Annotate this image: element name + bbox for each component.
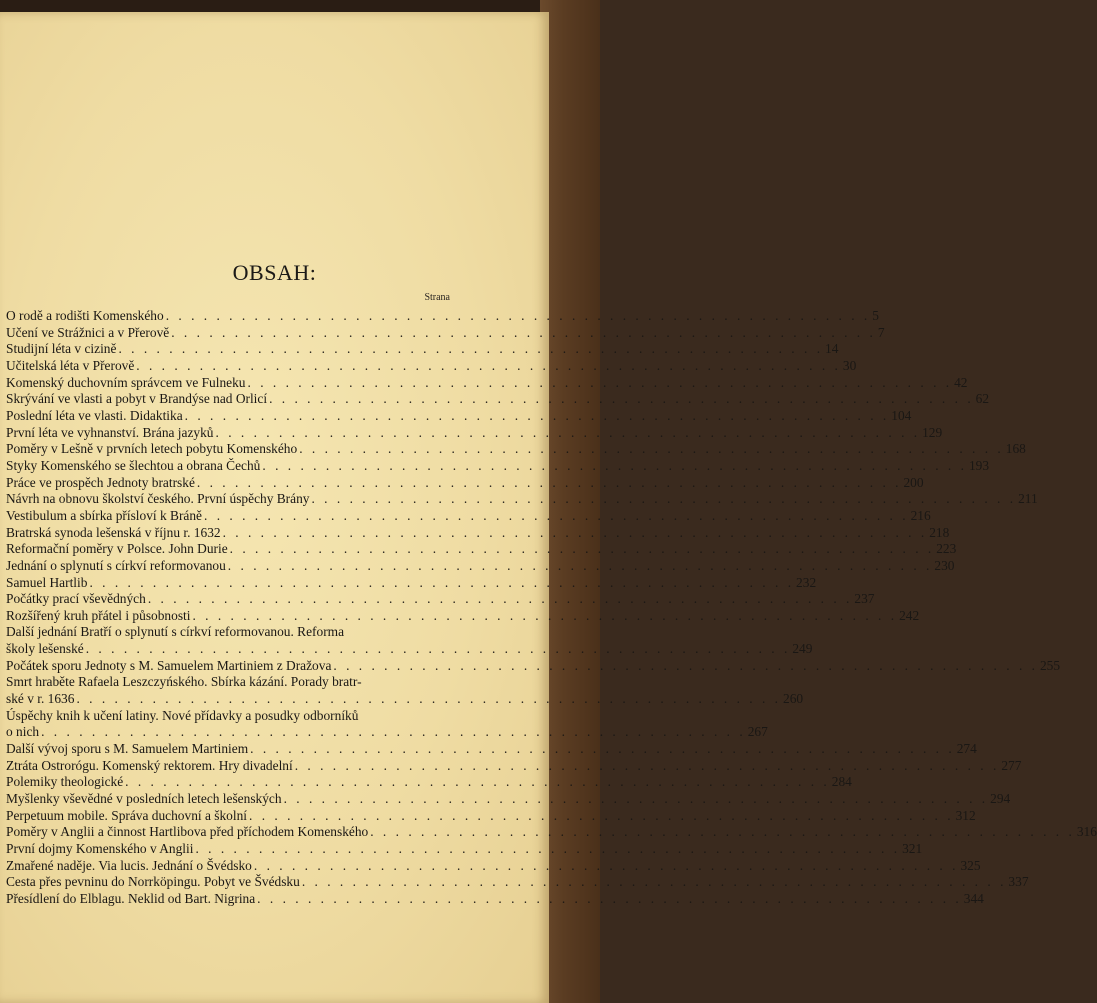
toc-entry-title: Poměry v Lešně v prvních letech pobytu Komenského <box>6 441 298 457</box>
dot-leader: . . . . . . . . . . . . . . . . . . . . . . . . . . . . . . . . . . . . . . . . . . . . . . . . . . . . . . . . <box>370 824 1075 840</box>
toc-row <box>6 791 1011 808</box>
toc-page-number: 7 <box>877 324 885 340</box>
toc-page-number: 168 <box>1005 441 1026 457</box>
toc-page-number: 62 <box>975 391 990 407</box>
toc-row <box>6 607 920 625</box>
toc-page-number: 223 <box>936 541 957 557</box>
toc-row <box>6 324 885 342</box>
toc-entry-title: Perpetuum mobile. Správa duchovní a školní <box>6 807 247 823</box>
dot-leader: . . . . . . . . . . . . . . . . . . . . . . . . . . . . . . . . . . . . . . . . . . . . . . . . . . . . . . . . <box>171 324 876 340</box>
toc-row <box>6 574 817 592</box>
toc-row <box>6 407 912 425</box>
toc-page-number: 255 <box>1039 657 1061 673</box>
book-page <box>0 12 1097 1003</box>
toc-page-number: 242 <box>899 607 920 623</box>
dot-leader: . . . . . . . . . . . . . . . . . . . . . . . . . . . . . . . . . . . . . . . . . . . . . . . . . . . . . . . . <box>333 657 1038 673</box>
toc-page-number: 325 <box>960 857 981 873</box>
toc-entry-title: O rodě a rodišti Komenského <box>6 308 164 323</box>
toc-page-number: 5 <box>872 308 879 323</box>
toc-page-number: 321 <box>902 841 923 856</box>
toc-entry <box>6 807 976 825</box>
toc-page-number: 277 <box>1001 757 1022 773</box>
toc-entry-title-line: Smrt hraběte Rafaela Leszczyńského. Sbírka kázání. Porady bratr- <box>6 674 362 690</box>
toc-page-number: 274 <box>956 741 977 757</box>
dot-leader: . . . . . . . . . . . . . . . . . . . . . . . . . . . . . . . . . . . . . . . . . . . . . . . . . . . . . . . . <box>196 474 902 490</box>
toc-entry <box>6 524 950 542</box>
dot-leader: . . . . . . . . . . . . . . . . . . . . . . . . . . . . . . . . . . . . . . . . . . . . . . . . . . . . . . . . <box>147 591 853 607</box>
dot-leader: . . . . . . . . . . . . . . . . . . . . . . . . . . . . . . . . . . . . . . . . . . . . . . . . . . . . . . . . <box>222 524 928 540</box>
toc-entry <box>6 791 1011 808</box>
toc-entry-title: Počátek sporu Jednoty s M. Samuelem Martiniem z Dražova <box>6 657 332 673</box>
toc-entry-title: Vestibulum a sbírka přísloví k Bráně <box>6 507 202 523</box>
toc-entry <box>6 607 920 625</box>
dot-leader: . . . . . . . . . . . . . . . . . . . . . . . . . . . . . . . . . . . . . . . . . . . . . . . . . . . . . . . . <box>125 774 830 790</box>
dot-leader: . . . . . . . . . . . . . . . . . . . . . . . . . . . . . . . . . . . . . . . . . . . . . . . . . . . . . . . . <box>118 341 824 357</box>
toc-page-number: 216 <box>910 507 931 523</box>
page-column-label: Strana <box>424 292 450 303</box>
toc-entry <box>6 707 768 741</box>
dot-leader: . . . . . . . . . . . . . . . . . . . . . . . . . . . . . . . . . . . . . . . . . . . . . . . . . . . . . . . . <box>85 641 791 657</box>
dot-leader: . . . . . . . . . . . . . . . . . . . . . . . . . . . . . . . . . . . . . . . . . . . . . . . . . . . . . . . . <box>41 724 746 740</box>
toc-row <box>6 890 984 908</box>
toc-entry <box>6 774 852 791</box>
toc-entry <box>6 674 804 707</box>
toc-page-number: 230 <box>934 557 955 573</box>
toc-row <box>6 691 804 708</box>
toc-row <box>6 507 931 525</box>
toc-page-number: 193 <box>968 457 990 473</box>
toc-entry-title: Učení ve Strážnici a v Přerově <box>6 324 170 340</box>
toc-entry <box>6 574 817 592</box>
toc-row <box>6 308 879 325</box>
toc-entry-title: Další vývoj sporu s M. Samuelem Martiniem <box>6 741 249 757</box>
toc-entry <box>6 890 984 908</box>
dot-leader: . . . . . . . . . . . . . . . . . . . . . . . . . . . . . . . . . . . . . . . . . . . . . . . . . . . . . . . . <box>249 807 954 823</box>
toc-entry-title: Poslední léta ve vlasti. Didaktika <box>6 407 183 423</box>
dot-leader: . . . . . . . . . . . . . . . . . . . . . . . . . . . . . . . . . . . . . . . . . . . . . . . . . . . . . . . . <box>227 557 933 573</box>
toc-row <box>6 491 1038 508</box>
toc-page-number: 30 <box>842 357 857 373</box>
toc-entry-title: Reformační poměry v Polsce. John Durie <box>6 541 228 557</box>
toc-entry <box>6 824 1097 841</box>
toc-entry <box>6 757 1022 775</box>
dot-leader: . . . . . . . . . . . . . . . . . . . . . . . . . . . . . . . . . . . . . . . . . . . . . . . . . . . . . . . . <box>247 374 953 390</box>
dot-leader: . . . . . . . . . . . . . . . . . . . . . . . . . . . . . . . . . . . . . . . . . . . . . . . . . . . . . . . . <box>195 841 901 856</box>
toc-row <box>6 874 1029 891</box>
toc-row <box>6 457 990 475</box>
toc-entry <box>6 474 924 492</box>
toc-page-number: 104 <box>891 407 912 423</box>
toc-row <box>6 841 923 858</box>
toc-row <box>6 374 968 392</box>
toc-entry-title: Práce ve prospěch Jednoty bratrské <box>6 474 195 490</box>
dot-leader: . . . . . . . . . . . . . . . . . . . . . . . . . . . . . . . . . . . . . . . . . . . . . . . . . . . . . . . . <box>299 441 1004 457</box>
dot-leader: . . . . . . . . . . . . . . . . . . . . . . . . . . . . . . . . . . . . . . . . . . . . . . . . . . . . . . . . <box>89 574 795 590</box>
toc-entry <box>6 341 839 358</box>
toc-row <box>6 391 990 408</box>
toc-page-number: 211 <box>1018 491 1038 507</box>
toc-page-number: 267 <box>747 724 768 740</box>
toc-row <box>6 541 957 558</box>
toc-page-number: 312 <box>955 807 976 823</box>
toc-entry <box>6 407 912 425</box>
dot-leader: . . . . . . . . . . . . . . . . . . . . . . . . . . . . . . . . . . . . . . . . . . . . . . . . . . . . . . . . <box>184 407 890 423</box>
dot-leader: . . . . . . . . . . . . . . . . . . . . . . . . . . . . . . . . . . . . . . . . . . . . . . . . . . . . . . . . <box>76 691 782 707</box>
toc-page-number: 42 <box>954 374 968 390</box>
toc-entry <box>6 308 879 325</box>
toc-entry-title: Myšlenky vševědné v posledních letech lešenských <box>6 791 282 807</box>
toc-entry-title: Cesta přes pevninu do Norrköpingu. Pobyt ve Švédsku <box>6 874 300 890</box>
toc-page-number: 232 <box>796 574 817 590</box>
toc-entry <box>6 391 990 408</box>
table-of-contents <box>6 308 1097 908</box>
toc-page-number: 237 <box>854 591 875 607</box>
toc-entry <box>6 357 857 375</box>
toc-entry-title: Styky Komenského se šlechtou a obrana Čechů <box>6 457 261 473</box>
toc-row <box>6 824 1097 841</box>
toc-entry <box>6 491 1038 508</box>
toc-entry <box>6 374 968 392</box>
toc-page-number: 249 <box>792 641 813 657</box>
toc-entry-title: Komenský duchovním správcem ve Fulneku <box>6 374 246 390</box>
toc-entry <box>6 324 885 342</box>
toc-entry <box>6 591 875 608</box>
toc-entry-title-line: Další jednání Bratří o splynutí s církví reformovanou. Reforma <box>6 624 345 640</box>
toc-row <box>6 557 955 575</box>
toc-row <box>6 774 852 791</box>
toc-entry <box>6 424 943 442</box>
toc-entry-title: Jednání o splynutí s církví reformovanou <box>6 557 226 573</box>
dot-leader: . . . . . . . . . . . . . . . . . . . . . . . . . . . . . . . . . . . . . . . . . . . . . . . . . . . . . . . . <box>192 607 898 623</box>
toc-entry-title: Poměry v Anglii a činnost Hartlibova před příchodem Komenského <box>6 824 369 840</box>
toc-entry <box>6 457 990 475</box>
toc-row <box>6 341 839 358</box>
toc-entry <box>6 624 813 657</box>
dot-leader: . . . . . . . . . . . . . . . . . . . . . . . . . . . . . . . . . . . . . . . . . . . . . . . . . . . . . . . . <box>301 874 1007 890</box>
toc-entry-title: Počátky prací vševědných <box>6 591 146 607</box>
toc-row <box>6 441 1026 458</box>
toc-row <box>6 807 976 825</box>
page-title: OBSAH: <box>232 260 317 285</box>
toc-entry-title: Rozšířený kruh přátel i působnosti <box>6 607 191 623</box>
toc-page-number: 200 <box>903 474 924 490</box>
toc-entry-title: Zmařené naděje. Via lucis. Jednání o Švédsko <box>6 857 252 873</box>
toc-row <box>6 357 857 375</box>
toc-entry-title: školy lešenské <box>6 641 84 657</box>
toc-entry-title: Polemiky theologické <box>6 774 124 790</box>
toc-row <box>6 591 875 608</box>
toc-entry <box>6 741 977 758</box>
toc-row <box>6 724 768 741</box>
toc-row <box>6 741 977 758</box>
toc-entry <box>6 557 955 575</box>
toc-page-number: 316 <box>1076 824 1097 840</box>
toc-entry-title: Učitelská léta v Přerově <box>6 357 135 373</box>
toc-row <box>6 657 1061 675</box>
toc-row <box>6 641 813 658</box>
toc-entry-title: ské v r. 1636 <box>6 691 75 707</box>
toc-row <box>6 757 1022 775</box>
toc-page-number: 129 <box>922 424 943 440</box>
toc-row <box>6 424 943 442</box>
toc-entry-title: Ztráta Ostrorógu. Komenský rektorem. Hry divadelní <box>6 757 293 773</box>
dot-leader: . . . . . . . . . . . . . . . . . . . . . . . . . . . . . . . . . . . . . . . . . . . . . . . . . . . . . . . . <box>250 741 955 757</box>
toc-page-number: 337 <box>1008 874 1029 890</box>
toc-page-number: 260 <box>783 691 804 707</box>
dot-leader: . . . . . . . . . . . . . . . . . . . . . . . . . . . . . . . . . . . . . . . . . . . . . . . . . . . . . . . . <box>253 857 959 873</box>
dot-leader: . . . . . . . . . . . . . . . . . . . . . . . . . . . . . . . . . . . . . . . . . . . . . . . . . . . . . . . . <box>229 541 935 557</box>
toc-entry-title: o nich <box>6 724 40 740</box>
toc-page-number: 294 <box>990 791 1011 807</box>
toc-page-number: 344 <box>963 890 984 906</box>
dot-leader: . . . . . . . . . . . . . . . . . . . . . . . . . . . . . . . . . . . . . . . . . . . . . . . . . . . . . . . . <box>269 391 974 407</box>
dot-leader: . . . . . . . . . . . . . . . . . . . . . . . . . . . . . . . . . . . . . . . . . . . . . . . . . . . . . . . . <box>311 491 1017 507</box>
toc-entry-title-line: Úspěchy knih k učení latiny. Nové přídavky a posudky odborníků <box>6 707 359 723</box>
toc-entry-title: První léta ve vyhnanství. Brána jazyků <box>6 424 214 440</box>
dot-leader: . . . . . . . . . . . . . . . . . . . . . . . . . . . . . . . . . . . . . . . . . . . . . . . . . . . . . . . . <box>257 890 962 906</box>
toc-entry <box>6 657 1061 675</box>
toc-page-number: 218 <box>929 524 950 540</box>
toc-entry <box>6 541 957 558</box>
toc-entry-title: Studijní léta v cizině <box>6 341 117 357</box>
dot-leader: . . . . . . . . . . . . . . . . . . . . . . . . . . . . . . . . . . . . . . . . . . . . . . . . . . . . . . . . <box>165 308 871 323</box>
toc-entry <box>6 874 1029 891</box>
dot-leader: . . . . . . . . . . . . . . . . . . . . . . . . . . . . . . . . . . . . . . . . . . . . . . . . . . . . . . . . <box>262 457 967 473</box>
toc-page-number: 284 <box>831 774 852 790</box>
dot-leader: . . . . . . . . . . . . . . . . . . . . . . . . . . . . . . . . . . . . . . . . . . . . . . . . . . . . . . . . <box>283 791 989 807</box>
dot-leader: . . . . . . . . . . . . . . . . . . . . . . . . . . . . . . . . . . . . . . . . . . . . . . . . . . . . . . . . <box>136 357 841 373</box>
toc-entry-title: První dojmy Komenského v Anglii <box>6 841 194 856</box>
toc-row <box>6 857 981 875</box>
dot-leader: . . . . . . . . . . . . . . . . . . . . . . . . . . . . . . . . . . . . . . . . . . . . . . . . . . . . . . . . <box>204 507 909 523</box>
toc-page-number: 14 <box>825 341 839 357</box>
dot-leader: . . . . . . . . . . . . . . . . . . . . . . . . . . . . . . . . . . . . . . . . . . . . . . . . . . . . . . . . <box>294 757 1000 773</box>
toc-row <box>6 474 924 492</box>
toc-entry <box>6 841 923 858</box>
dot-leader: . . . . . . . . . . . . . . . . . . . . . . . . . . . . . . . . . . . . . . . . . . . . . . . . . . . . . . . . <box>215 424 921 440</box>
toc-entry <box>6 441 1026 458</box>
toc-entry-title: Bratrská synoda lešenská v říjnu r. 1632 <box>6 524 221 540</box>
toc-entry <box>6 507 931 525</box>
toc-entry-title: Návrh na obnovu školství českého. První úspěchy Brány <box>6 491 310 507</box>
toc-row <box>6 524 950 542</box>
toc-entry <box>6 857 981 875</box>
toc-entry-title: Samuel Hartlib <box>6 574 88 590</box>
toc-entry-title: Skrývání ve vlasti a pobyt v Brandýse nad Orlicí <box>6 391 268 407</box>
toc-entry-title: Přesídlení do Elblagu. Neklid od Bart. Nigrina <box>6 890 256 906</box>
